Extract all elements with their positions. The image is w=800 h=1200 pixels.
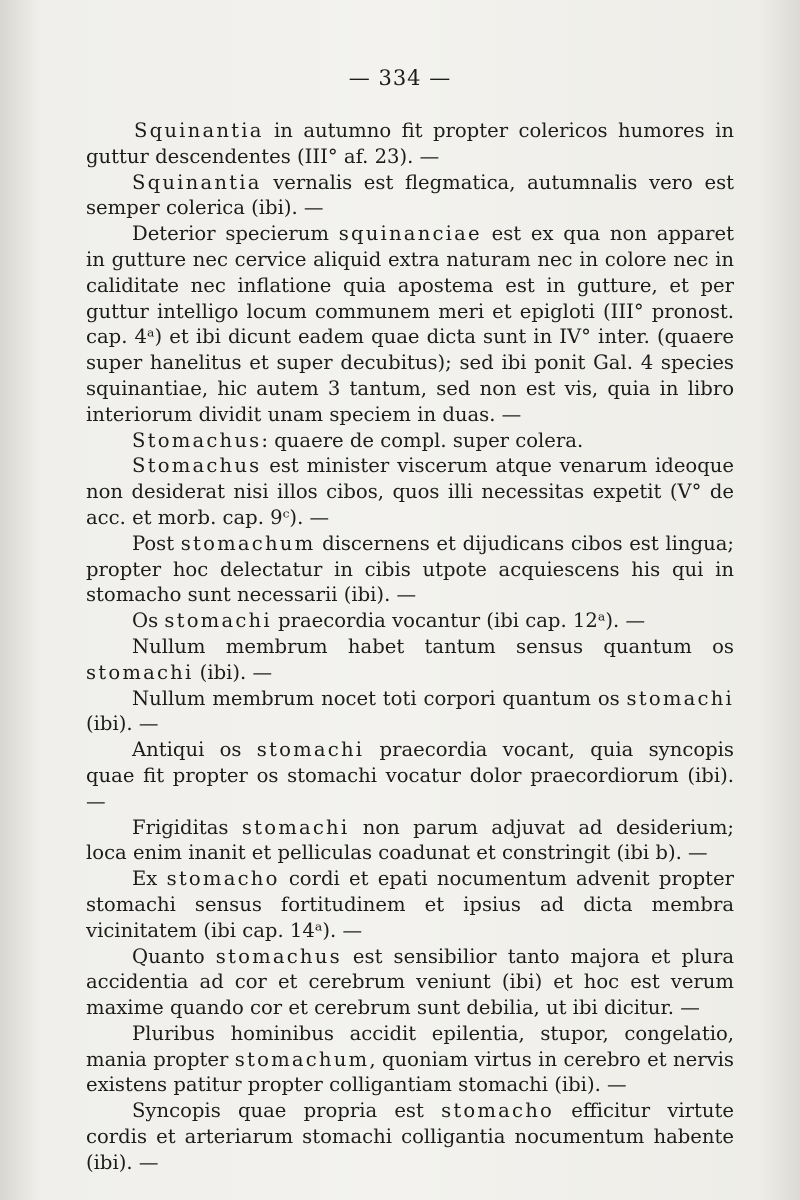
page-number-header: — 334 — <box>348 66 452 90</box>
spaced-keyword: Squinantia <box>134 119 264 142</box>
spaced-keyword: stomachus <box>215 944 342 968</box>
text-segment: non parum adjuvat ad desiderium; loca enim inanit et pelliculas coadunat et constringit (ibi b). — <box>86 815 735 865</box>
paragraph <box>86 453 734 530</box>
text-segment: Os <box>132 609 165 633</box>
text-segment: discernens et dijudicans cibos est lingua; propter hoc delectatur in cibis utpote acquiescens his qui in stomacho sunt necessarii (ibi). — <box>86 531 734 607</box>
text-segment: Nullum membrum nocet toti corpori quantum os <box>132 686 627 710</box>
text-segment: efficitur virtute cordis et arteriarum stomachi colligantia nocumentum habente (ibi). — <box>86 1099 734 1174</box>
paragraph <box>86 118 734 170</box>
text-segment: praecordia vocant, quia syncopis quae fit propter os stomachi vocatur dolor praecordiorum (ibi). — <box>86 738 734 813</box>
spaced-keyword: Stomachus <box>132 428 262 452</box>
spaced-keyword: stomachi <box>256 738 365 762</box>
text-segment: in autumno fit propter colericos humores in guttur descendentes (III° af. 23). — <box>86 119 734 168</box>
text-segment: Syncopis quae propria est <box>132 1099 442 1123</box>
text-segment: Nullum membrum habet tantum sensus quantum os <box>132 634 734 658</box>
paragraph <box>86 170 734 222</box>
spaced-keyword: stomachi <box>164 609 272 633</box>
text-segment: praecordia vocantur (ibi cap. 12ᵃ). — <box>271 609 646 633</box>
paragraph <box>86 815 734 867</box>
text-segment: , quoniam virtus in cerebro et nervis existens patitur propter colligantiam stomachi (ibi). — <box>86 1047 734 1097</box>
spaced-keyword: Squinantia <box>132 170 262 194</box>
spaced-keyword: squinanciae <box>338 222 482 246</box>
spaced-keyword: stomacho <box>166 867 280 891</box>
text-segment: (ibi). — <box>193 660 273 684</box>
text-segment: est sensibilior tanto majora et plura accidentia ad cor et cerebrum veniunt (ibi) et hoc est verum maxime quando cor et cerebrum sunt debilia, ut ibi dicitur. — <box>86 944 735 1020</box>
text-segment: (ibi). — <box>86 712 159 736</box>
text-segment: Frigiditas <box>132 815 242 839</box>
paragraph <box>86 428 734 454</box>
text-segment: Pluribus hominibus accidit epilentia, stupor, congelatio, mania propter <box>86 1021 734 1071</box>
spaced-keyword: stomacho <box>441 1099 555 1123</box>
text-segment: Quanto <box>132 944 216 968</box>
text-segment: : quaere de compl. super colera. <box>261 428 584 452</box>
spaced-keyword: stomachum <box>234 1047 370 1071</box>
body-text <box>86 118 734 1176</box>
spaced-keyword: stomachum <box>180 531 316 555</box>
text-segment: Ex <box>132 867 167 891</box>
paragraph <box>86 1098 734 1175</box>
text-segment: est minister viscerum atque venarum ideoque non desiderat nisi illos cibos, quos illi necessitas expetit (V° de acc. et morb. cap. 9ᶜ). — <box>86 454 734 529</box>
paragraph <box>86 866 734 943</box>
paragraph <box>86 608 734 634</box>
spaced-keyword: stomachi <box>86 660 194 684</box>
paragraph <box>86 1021 734 1098</box>
paragraph <box>86 221 734 427</box>
text-segment: est ex qua non apparet in gutture nec cervice aliquid extra naturam nec in colore nec in caliditate nec inflatione quia apostema est in gutture, et per guttur intelligo locum communem meri et epigloti (III° pronost. cap. 4ᵃ) et ibi dicunt eadem quae dicta sunt in IV° inter. (quaere super hanelitus et super decubitus); sed ibi ponit Gal. 4 species squinantiae, hic autem 3 tantum, sed non est vis, quia in libro interiorum dividit unam speciem in duas. — <box>86 222 734 426</box>
spaced-keyword: stomachi <box>241 815 350 839</box>
paragraph <box>86 944 734 1021</box>
text-segment: Deterior specierum <box>132 222 339 246</box>
spaced-keyword: Stomachus <box>132 454 262 478</box>
spaced-keyword: stomachi <box>626 686 734 710</box>
paragraph <box>86 531 734 608</box>
text-segment: Post <box>132 531 181 555</box>
paragraph <box>86 634 734 686</box>
paragraph <box>86 737 734 814</box>
text-segment: vernalis est flegmatica, autumnalis vero est semper colerica (ibi). — <box>86 170 734 220</box>
text-segment: Antiqui os <box>132 738 257 762</box>
text-segment: cordi et epati nocumentum advenit propter stomachi sensus fortitudinem et ipsius ad dicta membra vicinitatem (ibi cap. 14ᵃ). — <box>86 867 734 942</box>
paragraph <box>86 686 734 738</box>
